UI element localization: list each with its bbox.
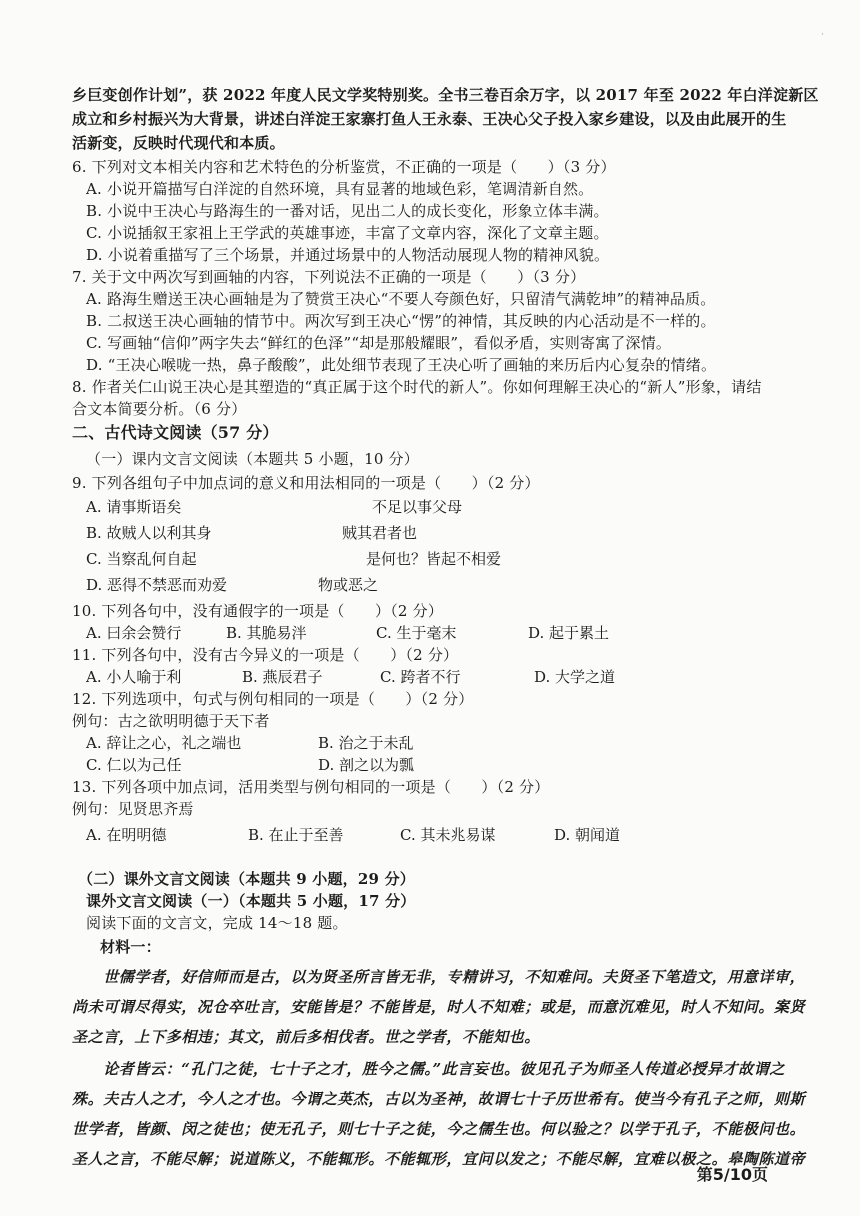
question-11-option: A. 小人喻于利: [86, 668, 182, 686]
question-10-option: B. 其脆易泮: [226, 624, 307, 642]
question-9-option: C. 当察乱何自起: [86, 550, 197, 568]
question-12-option: A. 辞让之心，礼之端也: [86, 734, 242, 752]
question-9-compare: 是何也？皆起不相爱: [366, 550, 502, 568]
page-number: 第5/10页: [696, 1165, 768, 1184]
question-12-option: D. 剖之以为瓢: [318, 756, 415, 774]
question-6-option: A. 小说开篇描写白洋淀的自然环境，具有显著的地域色彩，笔调清新自然。: [86, 180, 594, 198]
question-9-compare: 物或恶之: [318, 576, 379, 594]
question-8-stem: 8. 作者关仁山说王决心是其塑造的“真正属于这个时代的新人”。你如何理解王决心的“新人”形象，请结: [72, 378, 762, 396]
question-7-option: D. “王决心喉咙一热，鼻子酸酸”，此处细节表现了王决心听了画轴的来历后内心复杂的情绪。: [86, 356, 717, 374]
question-10-stem: 10. 下列各句中，没有通假字的一项是（ ）（2 分）: [72, 602, 444, 620]
question-10-option: C. 生于毫末: [376, 624, 457, 642]
question-13-option: A. 在明明德: [86, 826, 167, 844]
question-7-stem: 7. 关于文中两次写到画轴的内容，下列说法不正确的一项是（ ）（3 分）: [72, 268, 586, 286]
section-title: 二、古代诗文阅读（57 分）: [72, 423, 279, 442]
question-9-stem: 9. 下列各组句子中加点词的意义和用法相同的一项是（ ）（2 分）: [72, 474, 540, 492]
part-title: （二）课外文言文阅读（本题共 9 小题，29 分）: [78, 870, 415, 888]
question-8-stem: 合文本简要分析。（6 分）: [72, 400, 247, 418]
passage-line: 论者皆云：“孔门之徒，七十子之才，胜今之儒。”此言妄也。彼见孔子为师圣人传道必授异才故谓之: [72, 1060, 785, 1078]
subpart-title: 课外文言文阅读（一）（本题共 5 小题，17 分）: [86, 892, 416, 910]
question-7-option: A. 路海生赠送王决心画轴是为了赞赏王决心“不要人夸颜色好，只留清气满乾坤”的精神品质。: [86, 290, 716, 308]
question-13-example: 例句：见贤思齐焉: [72, 800, 194, 818]
material-label: 材料一：: [100, 938, 161, 956]
question-9-option: D. 恶得不禁恶而劝爱: [86, 576, 228, 594]
question-6-stem: 6. 下列对文本相关内容和艺术特色的分析鉴赏，不正确的一项是（ ）（3 分）: [72, 158, 616, 176]
question-9-option: B. 故贼人以利其身: [86, 524, 212, 542]
question-7-option: B. 二叔送王决心画轴的情节中。两次写到王决心“愣”的神情，其反映的内心活动是不一样的。: [86, 312, 716, 330]
reading-instruction: 阅读下面的文言文，完成 14～18 题。: [86, 914, 348, 932]
passage-line: 世儒学者，好信师而是古，以为贤圣所言皆无非，专精讲习，不知难问。夫贤圣下笔造文，用意详审，: [72, 968, 806, 986]
question-11-option: B. 燕辰君子: [242, 668, 323, 686]
question-12-example: 例句：古之欲明明德于天下者: [72, 712, 270, 730]
passage-line: 世学者，皆颜、闵之徒也；使无孔子，则七十子之徒，今之儒生也。何以验之？以学于孔子，不能极问也。: [72, 1120, 806, 1138]
question-9-compare: 不足以事父母: [372, 498, 463, 516]
passage-line: 尚未可谓尽得实，况仓卒吐言，安能皆是？不能皆是，时人不知难；或是，而意沉难见，时人不知问。案贤: [72, 998, 806, 1016]
intro-line: 活新变，反映时代现代和本质。: [72, 134, 285, 152]
question-10-option: A. 曰余会赞行: [86, 624, 182, 642]
part-title: （一）课内文言文阅读（本题共 5 小题，10 分）: [86, 450, 419, 468]
question-13-option: D. 朝闻道: [554, 826, 621, 844]
passage-line: 殊。夫古人之才，今人之才也。今谓之英杰，古以为圣神，故谓七十子历世希有。使当今有孔子之师，则斯: [72, 1090, 806, 1108]
question-6-option: D. 小说着重描写了三个场景，并通过场景中的人物活动展现人物的精神风貌。: [86, 246, 610, 264]
question-11-option: D. 大学之道: [534, 668, 616, 686]
question-13-stem: 13. 下列各项中加点词，活用类型与例句相同的一项是（ ）（2 分）: [72, 778, 550, 796]
passage-line: 圣之言，上下多相违；其文，前后多相伐者。世之学者，不能知也。: [72, 1028, 541, 1046]
scan-artifact: ·: [821, 30, 824, 40]
question-13-option: C. 其未兆易谋: [400, 826, 496, 844]
question-9-option: A. 请事斯语矣: [86, 498, 182, 516]
question-11-option: C. 跨者不行: [380, 668, 461, 686]
question-12-option: C. 仁以为己任: [86, 756, 182, 774]
intro-line: 乡巨变创作计划”，获 2022 年度人民文学奖特别奖。全书三卷百余万字，以 2017 年至 2022 年白洋淀新区: [72, 86, 819, 104]
intro-line: 成立和乡村振兴为大背景，讲述白洋淀王家寨打鱼人王永泰、王决心父子投入家乡建设，以及由此展开的生: [72, 110, 787, 128]
question-11-stem: 11. 下列各句中，没有古今异义的一项是（ ）（2 分）: [72, 646, 459, 664]
question-12-stem: 12. 下列选项中，句式与例句相同的一项是（ ）（2 分）: [72, 690, 474, 708]
question-12-option: B. 治之于未乱: [318, 734, 414, 752]
question-9-compare: 贼其君者也: [342, 524, 418, 542]
question-7-option: C. 写画轴“信仰”两字失去“鲜红的色泽”“却是那般耀眼”，看似矛盾，实则寄寓了深情。: [86, 334, 672, 352]
question-6-option: C. 小说插叙王家祖上王学武的英雄事迹，丰富了文章内容，深化了文章主题。: [86, 224, 609, 242]
question-13-option: B. 在止于至善: [248, 826, 344, 844]
passage-line: 圣人之言，不能尽解；说道陈义，不能辄形。不能辄形，宜问以发之；不能尽解，宜难以极之。皋陶陈道帝: [72, 1150, 806, 1168]
question-6-option: B. 小说中王决心与路海生的一番对话，见出二人的成长变化，形象立体丰满。: [86, 202, 609, 220]
question-10-option: D. 起于累土: [528, 624, 610, 642]
